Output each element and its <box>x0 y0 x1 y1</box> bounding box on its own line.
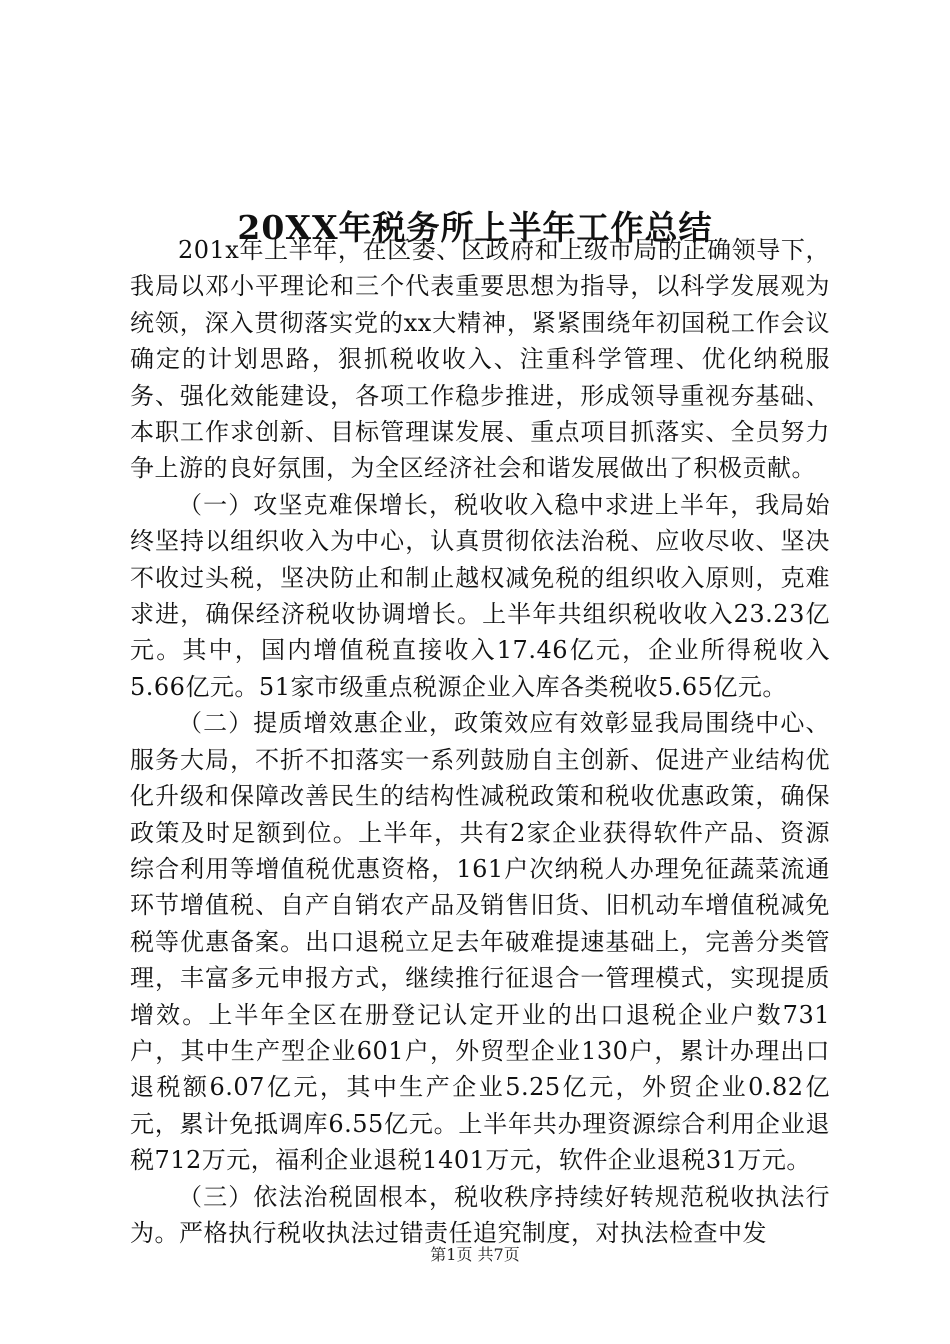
paragraph-section-1: （一）攻坚克难保增长，税收收入稳中求进上半年，我局始终坚持以组织收入为中心，认真贯彻依法治税、应收尽收、坚决不收过头税，坚决防止和制止越权减免税的组织收入原则，克难求进，确保经济税收协调增长。上半年共组织税收收入23.23亿元。其中，国内增值税直接收入17.46亿元，企业所得税收入5.66亿元。51家市级重点税源企业入库各类税收5.65亿元。 <box>130 490 830 701</box>
page-footer: 第1页 共7页 <box>430 1245 520 1264</box>
paragraph-intro: 201x年上半年，在区委、区政府和上级市局的正确领导下，我局以邓小平理论和三个代表重要思想为指导，以科学发展观为统领，深入贯彻落实党的xx大精神，紧紧围绕年初国税工作会议确定的计划思路，狠抓税收收入、注重科学管理、优化纳税服务、强化效能建设，各项工作稳步推进，形成领导重视夯基础、本职工作求创新、目标管理谋发展、重点项目抓落实、全员努力争上游的良好氛围，为全区经济社会和谐发展做出了积极贡献。 <box>130 236 830 483</box>
document-body <box>130 232 830 1251</box>
document-title: 20XX年税务所上半年工作总结 <box>237 208 713 248</box>
paragraph-section-2: （二）提质增效惠企业，政策效应有效彰显我局围绕中心、服务大局，不折不扣落实一系列鼓励自主创新、促进产业结构优化升级和保障改善民生的结构性减税政策和税收优惠政策，确保政策及时足额到位。上半年，共有2家企业获得软件产品、资源综合利用等增值税优惠资格，161户次纳税人办理免征蔬菜流通环节增值税、自产自销农产品及销售旧货、旧机动车增值税减免税等优惠备案。出口退税立足去年破难提速基础上，完善分类管理，丰富多元申报方式，继续推行征退合一管理模式，实现提质增效。上半年全区在册登记认定开业的出口退税企业户数731户，其中生产型企业601户，外贸型企业130户，累计办理出口退税额6.07亿元，其中生产企业5.25亿元，外贸企业0.82亿元，累计免抵调库6.55亿元。上半年共办理资源综合利用企业退税712万元，福利企业退税1401万元，软件企业退税31万元。 <box>130 709 830 1175</box>
paragraph-section-3: （三）依法治税固根本，税收秩序持续好转规范税收执法行为。严格执行税收执法过错责任追究制度，对执法检查中发 <box>130 1182 830 1247</box>
